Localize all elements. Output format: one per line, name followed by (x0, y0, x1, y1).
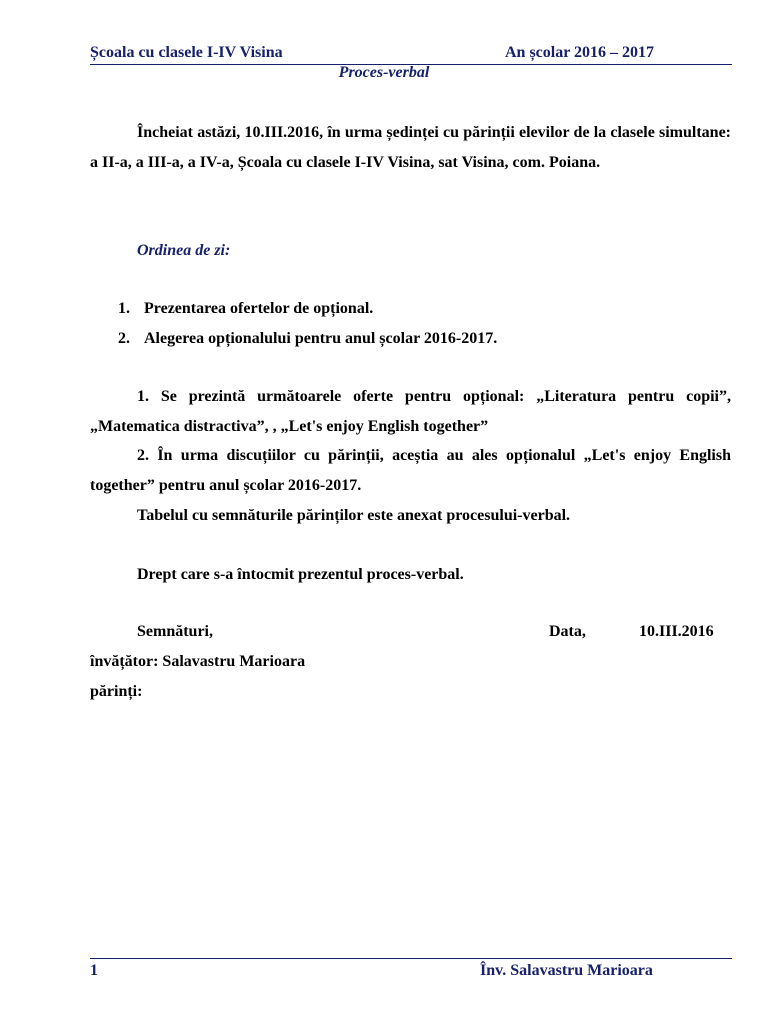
header-school: Școala cu clasele I-IV Visina (90, 44, 283, 61)
intro-paragraph: Încheiat astăzi, 10.III.2016, în urma ședinței cu părinții elevilor de la clasele simultane: a II-a, a III-a, a IV-a, Școala cu clasele I-IV Visina, sat Visina, com. Poiana. (90, 124, 731, 171)
header-school-year: An școlar 2016 – 2017 (505, 44, 655, 61)
date-label: Data, (549, 623, 586, 640)
agenda-item-number: 1. (118, 300, 130, 317)
page-header (90, 44, 732, 64)
footer-author: Înv. Salavastru Marioara (480, 962, 653, 979)
agenda-item-text: Prezentarea ofertelor de opțional. (144, 300, 374, 317)
signatures-label: Semnături, (137, 623, 213, 640)
page-footer (90, 962, 732, 982)
paragraph-offers: 1. Se prezintă următoarele oferte pentru opțional: „Literatura pentru copii”, „Matematica distractiva”, , „Let's enjoy English together” (90, 388, 731, 435)
teacher-signature-line: învățător: Salavastru Marioara (90, 653, 306, 670)
document-title: Proces-verbal (338, 64, 430, 81)
paragraph-decision: 2. În urma discuțiilor cu părinții, aceștia au ales opționalul „Let's enjoy English together” pentru anul școlar 2016-2017. (90, 447, 731, 494)
agenda-item-number: 2. (118, 330, 130, 347)
parents-signature-line: părinți: (90, 683, 143, 700)
paragraph-closing: Drept care s-a întocmit prezentul proces-verbal. (137, 566, 464, 583)
agenda-heading: Ordinea de zi: (137, 242, 231, 259)
agenda-item (90, 294, 731, 324)
agenda-list (90, 294, 731, 354)
date-value: 10.III.2016 (639, 623, 714, 640)
footer-rule (90, 958, 732, 959)
page-number: 1 (90, 962, 98, 979)
paragraph-annex: Tabelul cu semnăturile părinților este anexat procesului-verbal. (137, 507, 571, 524)
agenda-item (90, 324, 731, 354)
agenda-item-text: Alegerea opționalului pentru anul școlar 2016-2017. (144, 330, 498, 347)
